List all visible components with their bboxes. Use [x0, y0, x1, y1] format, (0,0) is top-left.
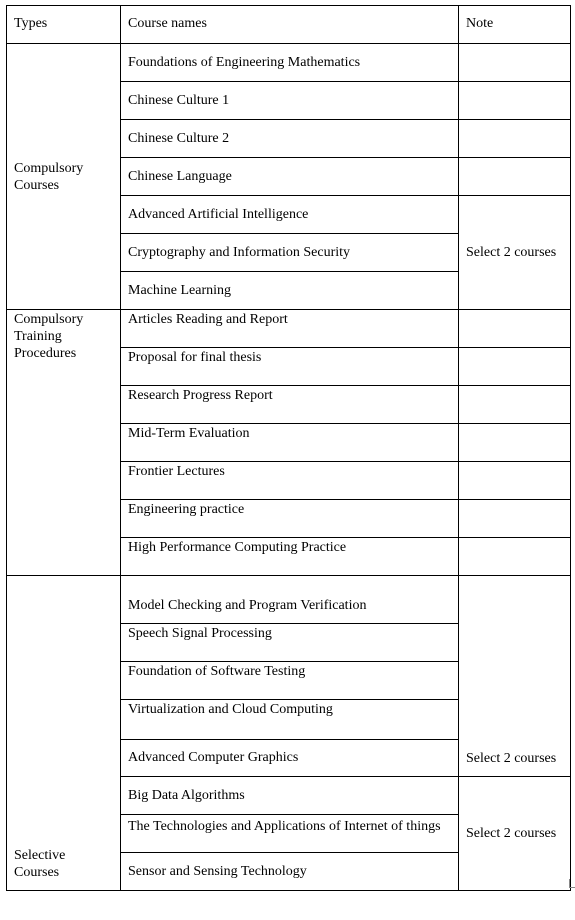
header-course-names: Course names	[121, 6, 459, 44]
note-cell-empty	[459, 158, 571, 196]
header-note: Note	[459, 6, 571, 44]
course-table	[6, 5, 571, 891]
course-name: Frontier Lectures	[121, 462, 459, 500]
course-name: Chinese Culture 2	[121, 120, 459, 158]
course-name: Mid-Term Evaluation	[121, 424, 459, 462]
course-name: Big Data Algorithms	[121, 777, 459, 815]
course-name: Advanced Computer Graphics	[121, 740, 459, 777]
course-name: Proposal for final thesis	[121, 348, 459, 386]
course-name: High Performance Computing Practice	[121, 538, 459, 576]
note-cell-empty	[459, 82, 571, 120]
table-row	[7, 310, 571, 348]
table-row	[7, 44, 571, 82]
course-name: Cryptography and Information Security	[121, 234, 459, 272]
note-cell-empty	[459, 348, 571, 386]
note-cell-empty	[459, 310, 571, 348]
table-row	[7, 576, 571, 624]
course-name: Articles Reading and Report	[121, 310, 459, 348]
course-name: The Technologies and Applications of Internet of things	[121, 815, 459, 853]
course-name: Machine Learning	[121, 272, 459, 310]
page-corner-mark	[569, 879, 575, 888]
course-name: Virtualization and Cloud Computing	[121, 700, 459, 740]
header-row	[7, 6, 571, 44]
course-name: Foundation of Software Testing	[121, 662, 459, 700]
course-name: Chinese Culture 1	[121, 82, 459, 120]
note-select-2-courses: Select 2 courses	[459, 777, 571, 891]
type-compulsory-courses: Compulsory Courses	[7, 44, 121, 310]
note-cell-empty	[459, 538, 571, 576]
course-name: Model Checking and Program Verification	[121, 576, 459, 624]
note-cell-empty	[459, 386, 571, 424]
note-cell-empty	[459, 500, 571, 538]
course-name: Engineering practice	[121, 500, 459, 538]
course-name: Chinese Language	[121, 158, 459, 196]
note-cell-empty	[459, 424, 571, 462]
course-name: Sensor and Sensing Technology	[121, 853, 459, 891]
note-select-2-courses: Select 2 courses	[459, 576, 571, 777]
course-name: Research Progress Report	[121, 386, 459, 424]
type-selective-courses: Selective Courses	[7, 576, 121, 891]
note-select-2-courses: Select 2 courses	[459, 196, 571, 310]
header-types: Types	[7, 6, 121, 44]
note-cell-empty	[459, 462, 571, 500]
course-name: Foundations of Engineering Mathematics	[121, 44, 459, 82]
course-name: Advanced Artificial Intelligence	[121, 196, 459, 234]
type-compulsory-training-procedures: Compulsory Training Procedures	[7, 310, 121, 576]
note-cell-empty	[459, 120, 571, 158]
note-cell-empty	[459, 44, 571, 82]
course-name: Speech Signal Processing	[121, 624, 459, 662]
